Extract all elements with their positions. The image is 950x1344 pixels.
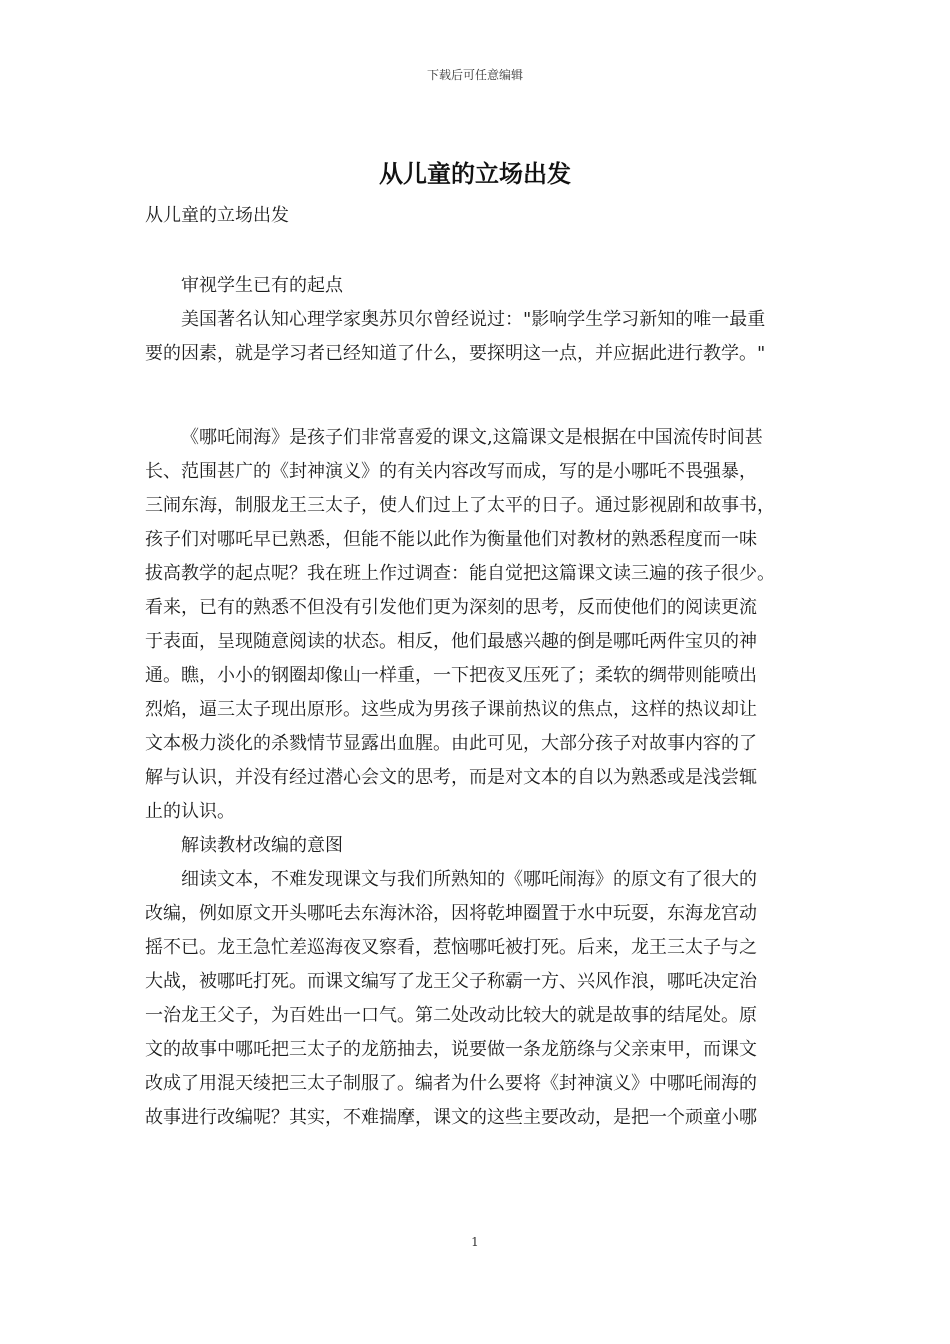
page-header-note: 下载后可任意编辑 (426, 68, 523, 82)
paragraph-line: 改成了用混天绫把三太子制服了。编者为什么要将《封神演义》中哪吒闹海的 (145, 1073, 757, 1094)
paragraph-line: 解与认识，并没有经过潜心会文的思考，而是对文本的自以为熟悉或是浅尝辄 (145, 767, 757, 788)
paragraph-line: 孩子们对哪吒早已熟悉，但能不能以此作为衡量他们对教材的熟悉程度而一味 (145, 529, 757, 550)
page-number: 1 (471, 1235, 479, 1249)
paragraph-line: 三闹东海，制服龙王三太子，使人们过上了太平的日子。通过影视剧和故事书， (145, 495, 775, 516)
paragraph-line: 一治龙王父子，为百姓出一口气。第二处改动比较大的就是故事的结尾处。原 (145, 1005, 757, 1026)
paragraph-1 (145, 421, 815, 1135)
paragraph-line: 大战，被哪吒打死。而课文编写了龙王父子称霸一方、兴风作浪，哪吒决定治 (145, 971, 757, 992)
paragraph-line: 长、范围甚广的《封神演义》的有关内容改写而成，写的是小哪吒不畏强暴， (145, 461, 757, 482)
paragraph-line: 看来，已有的熟悉不但没有引发他们更为深刻的思考，反而使他们的阅读更流 (145, 597, 757, 618)
quote-line: 要的因素，就是学习者已经知道了什么，要探明这一点，并应据此进行教学。" (145, 343, 766, 364)
document-title: 从儿童的立场出发 (379, 159, 571, 188)
section-heading: 审视学生已有的起点 (181, 275, 343, 296)
paragraph-line: 拔高教学的起点呢？我在班上作过调查：能自觉把这篇课文读三遍的孩子很少。 (145, 563, 775, 584)
section-heading: 解读教材改编的意图 (181, 835, 343, 856)
paragraph-line: 文本极力淡化的杀戮情节显露出血腥。由此可见，大部分孩子对故事内容的了 (145, 733, 757, 754)
document-body (145, 199, 815, 233)
quote-line: 美国著名认知心理学家奥苏贝尔曾经说过："影响学生学习新知的唯一最重 (181, 309, 766, 330)
paragraph-line: 改编，例如原文开头哪吒去东海沐浴，因将乾坤圈置于水中玩耍，东海龙宫动 (145, 903, 757, 924)
paragraph-line: 文的故事中哪吒把三太子的龙筋抽去，说要做一条龙筋绦与父亲束甲，而课文 (145, 1039, 757, 1060)
paragraph-line: 通。瞧，小小的钢圈却像山一样重，一下把夜叉压死了；柔软的绸带则能喷出 (145, 665, 757, 686)
paragraph-line: 《哪吒闹海》是孩子们非常喜爱的课文,这篇课文是根据在中国流传时间甚 (181, 427, 763, 448)
paragraph-line: 烈焰，逼三太子现出原形。这些成为男孩子课前热议的焦点，这样的热议却让 (145, 699, 757, 720)
paragraph-line: 于表面，呈现随意阅读的状态。相反，他们最感兴趣的倒是哪吒两件宝贝的神 (145, 631, 757, 652)
document-subtitle: 从儿童的立场出发 (145, 205, 289, 226)
paragraph-line: 止的认识。 (145, 801, 235, 822)
section-1 (145, 269, 815, 371)
paragraph-line: 故事进行改编呢？其实，不难揣摩，课文的这些主要改动，是把一个顽童小哪 (145, 1107, 757, 1128)
paragraph-line: 细读文本，不难发现课文与我们所熟知的《哪吒闹海》的原文有了很大的 (181, 869, 757, 890)
paragraph-line: 摇不已。龙王急忙差巡海夜叉察看，惹恼哪吒被打死。后来，龙王三太子与之 (145, 937, 757, 958)
